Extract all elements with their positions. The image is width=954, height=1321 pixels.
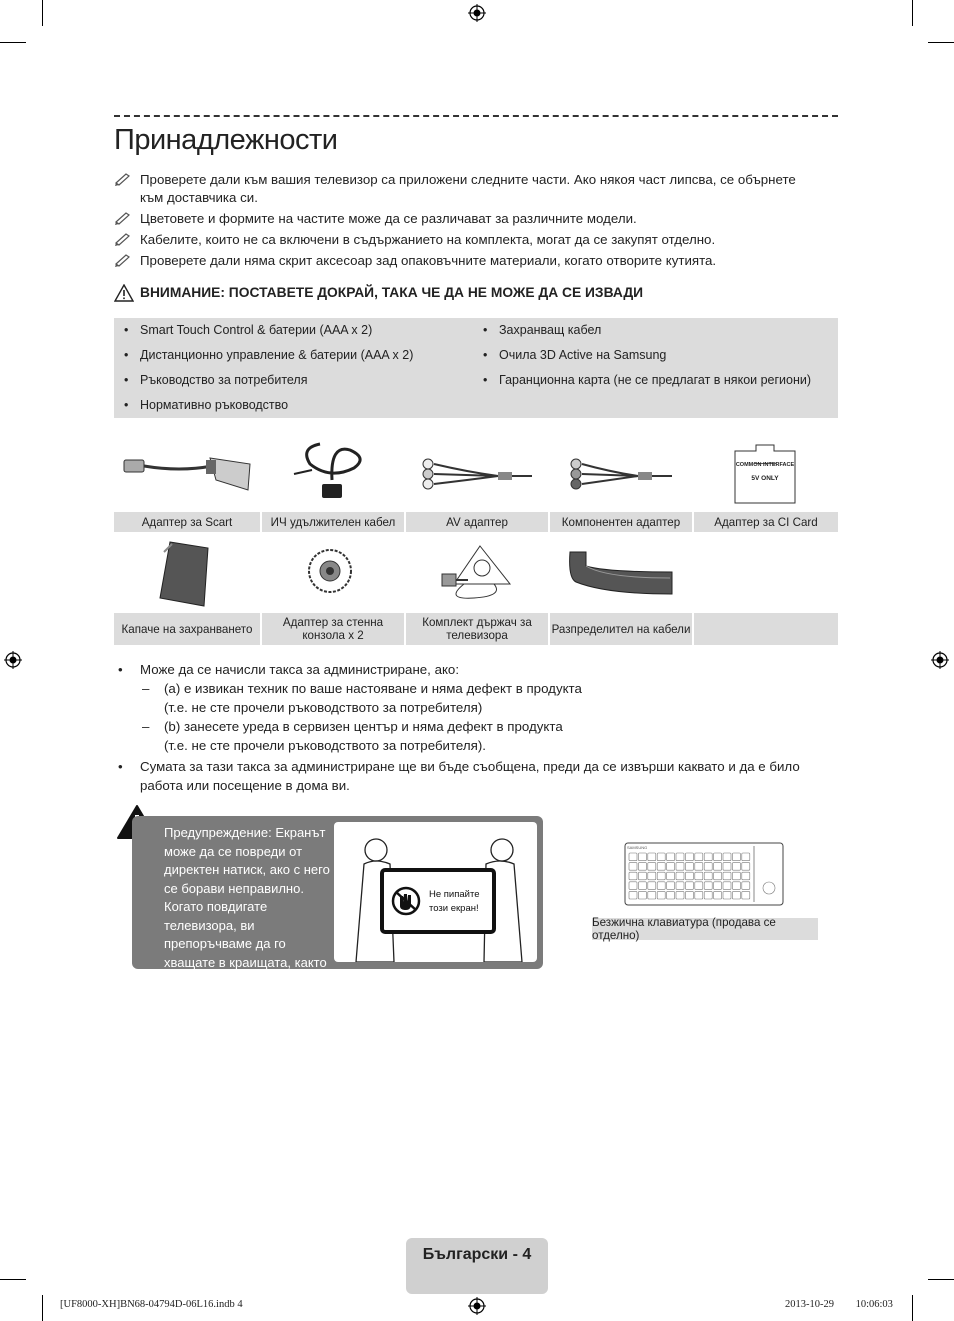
wall-mount-adapter-image	[305, 546, 355, 596]
registration-mark-icon	[4, 651, 22, 669]
crop-mark	[42, 1295, 43, 1321]
power-cover-image	[156, 540, 212, 608]
fee-intro: Може да се начисли такса за администриране, ако:	[140, 662, 460, 677]
crop-mark	[0, 1279, 26, 1280]
registration-mark-icon	[468, 4, 486, 22]
dash-marker: –	[142, 719, 150, 734]
caution-line	[114, 284, 814, 304]
accessory-label: Адаптер за стенна конзола x 2	[262, 613, 404, 645]
note-text: Проверете дали няма скрит аксесоар зад опаковъчните материали, когато отворите кутията.	[140, 253, 717, 268]
lifting-tv-illustration	[334, 822, 537, 962]
crop-mark	[42, 0, 43, 26]
accessory-label: Комплект държач за телевизора	[406, 613, 548, 645]
component-adapter-image	[566, 454, 676, 494]
accessory-label: Разпределител на кабели	[550, 613, 692, 645]
package-contents-box: • Smart Touch Control & батерии (AAA x 2) • Дистанционно управление & батерии (AAA x 2) • Ръководство за потребителя • Нормативно ръководство • Захранващ кабел • Очила 3D Active на Samsung • Гаранционна карта (не се предлагат в някои региони)	[114, 318, 838, 418]
dash-marker: –	[142, 681, 150, 696]
caution-text: ВНИМАНИЕ: ПОСТАВЕТЕ ДОКРАЙ, ТАКА ЧЕ ДА НЕ МОЖЕ ДА СЕ ИЗВАДИ	[140, 285, 644, 300]
accessory-label: Адаптер за Scart	[114, 512, 260, 532]
crop-mark	[912, 0, 913, 26]
fee-amount: Сумата за тази такса за администриране ще ви бъде съобщена, преди да се извърши каквато и да е било работа или посещение в дома ви.	[140, 759, 800, 793]
page-label: Български - 4	[422, 1246, 532, 1263]
scart-adapter-image	[120, 450, 254, 500]
crop-mark	[928, 42, 954, 43]
accessory-label-empty	[694, 613, 838, 645]
section-divider	[114, 115, 838, 117]
accessory-label: AV адаптер	[406, 512, 548, 532]
note-item	[114, 171, 804, 207]
ci-card-voltage: 5V ONLY	[751, 475, 779, 482]
fee-case-a-note: (т.е. не сте прочели ръководството за потребителя)	[164, 700, 483, 715]
warning-text	[164, 824, 334, 991]
av-adapter-image	[418, 454, 536, 494]
pencil-note-icon	[114, 252, 132, 268]
note-item	[114, 252, 804, 270]
ci-card-adapter-image	[732, 443, 798, 507]
warning-label: Предупреждение	[164, 825, 269, 840]
page-number-badge	[406, 1238, 548, 1294]
footer-timestamp: 2013-10-29 ￿￿ 10:06:03	[785, 1299, 893, 1310]
do-not-touch-sign: Не пипайте този екран!	[429, 889, 480, 914]
keyboard-brand: SAMSUNG	[627, 845, 648, 850]
fee-case-b-note: (т.е. не сте прочели ръководството за потребителя).	[164, 738, 486, 753]
accessory-label: Капаче на захранването	[114, 613, 260, 645]
pencil-note-icon	[114, 210, 132, 226]
accessory-label: Компонентен адаптер	[550, 512, 692, 532]
fee-case-b: (b) занесете уреда в сервизен център и няма дефект в продукта	[164, 719, 563, 734]
page-title: Принадлежности	[114, 124, 338, 156]
keyboard-caption: Безжична клавиатура (продава се отделно)	[592, 918, 818, 940]
wireless-keyboard-image	[624, 842, 784, 906]
cable-manager-image	[566, 548, 676, 598]
ci-card-label: COMMON INTERFACE	[735, 462, 795, 468]
bullet-marker: •	[118, 759, 123, 774]
accessory-label: ИЧ удължителен кабел	[262, 512, 404, 532]
registration-mark-icon	[468, 1297, 486, 1315]
ir-extender-cable-image	[290, 440, 374, 504]
bullet-marker: •	[118, 662, 123, 677]
note-item	[114, 210, 804, 228]
accessory-label: Адаптер за CI Card	[694, 512, 838, 532]
crop-mark	[928, 1279, 954, 1280]
crop-mark	[0, 42, 26, 43]
warning-body: : Екранът може да се повреди от директен натиск, ако с него се борави неправилно. Когато повдигате телевизора, ви препоръчваме да го хващате в краищата, както е показно.	[164, 825, 330, 988]
note-text: Проверете дали към вашия телевизор са приложени следните части. Ако някоя част липсва, се обърнете към доставчика си.	[140, 172, 796, 205]
registration-mark-icon	[931, 651, 949, 669]
screen-warning-box	[132, 816, 543, 988]
pencil-note-icon	[114, 231, 132, 247]
fee-case-a: (a) е извикан техник по ваше настояване и няма дефект в продукта	[164, 681, 582, 696]
note-item	[114, 231, 804, 249]
footer-file-info: [UF8000-XH]BN68-04794D-06L16.indb 4	[60, 1299, 243, 1310]
warning-triangle-icon	[114, 284, 134, 302]
tv-holder-kit-image	[434, 540, 524, 604]
note-text: Цветовете и формите на частите може да се различават за различните модели.	[140, 211, 637, 226]
note-text: Кабелите, които не са включени в съдържанието на комплекта, могат да се закупят отделно.	[140, 232, 716, 247]
pencil-note-icon	[114, 171, 132, 187]
crop-mark	[912, 1295, 913, 1321]
